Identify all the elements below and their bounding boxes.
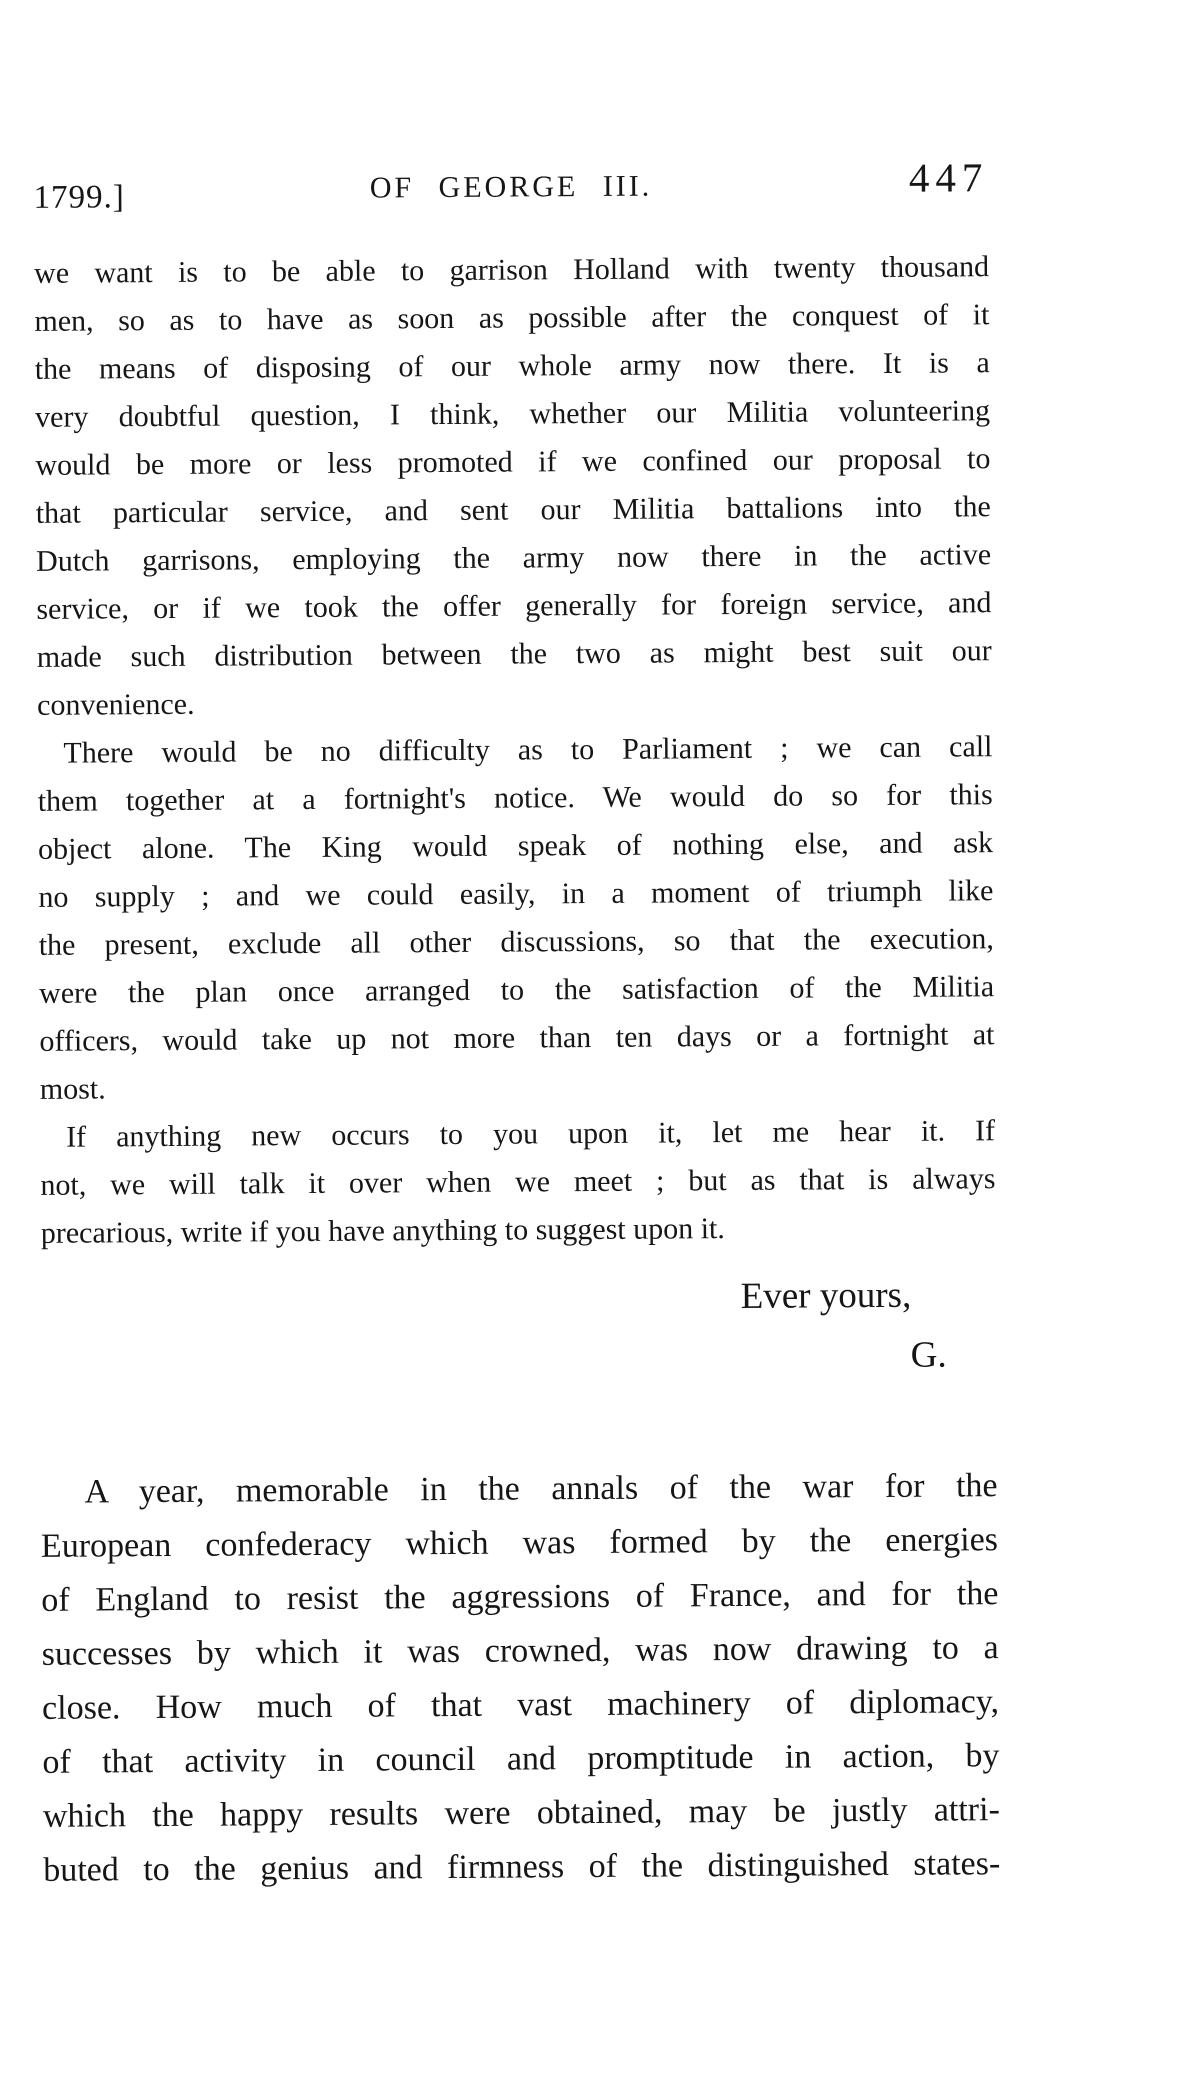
text-line: were the plan once arranged to the satisfaction of the Militia (39, 970, 995, 1010)
letter-paragraph (34, 243, 992, 730)
running-title: OF GEORGE III. (369, 169, 653, 205)
text-line: that particular service, and sent our Militia battalions into the (35, 490, 991, 530)
text-line: There would be no difficulty as to Parliament ; we can call (63, 730, 993, 770)
text-line: A year, memorable in the annals of the war for the (84, 1467, 998, 1511)
text-line: would be more or less promoted if we confined our proposal to (35, 442, 991, 482)
page-header (32, 0, 989, 224)
text-line: officers, would take up not more than ten days or a fortnight at (39, 1018, 995, 1058)
text-line: not, we will talk it over when we meet ; but as that is always (40, 1162, 996, 1202)
text-line: most. (39, 1072, 106, 1106)
text-line: buted to the genius and firmness of the distinguished states- (43, 1845, 1001, 1889)
text-line: of that activity in council and promptitude in action, by (42, 1737, 1000, 1781)
text-line: European confederacy which was formed by the energies (40, 1521, 999, 1565)
letter-body (34, 243, 996, 1258)
text-line: Dutch garrisons, employing the army now there in the active (35, 538, 992, 578)
text-line: convenience. (36, 687, 195, 722)
text-line: which the happy results were obtained, may be justly attri- (42, 1791, 1000, 1835)
text-line: we want is to be able to garrison Holland with twenty thousand (33, 250, 990, 290)
letter-paragraph (40, 1107, 996, 1258)
text-line: men, so as to have as soon as possible after the conquest of it (34, 298, 990, 338)
text-line: object alone. The King would speak of nothing else, and ask (37, 826, 994, 866)
letter-paragraph (37, 723, 995, 1114)
text-line: no supply ; and we could easily, in a moment of triumph like (38, 874, 994, 914)
text-line: the means of disposing of our whole army now there. It is a (34, 346, 990, 386)
signature-initial: G. (910, 1334, 947, 1376)
text-line: successes by which it was crowned, was now drawing to a (41, 1629, 999, 1673)
text-line: of England to resist the aggressions of France, and for the (41, 1575, 999, 1619)
text-line: service, or if we took the offer generally for foreign service, and (36, 586, 992, 626)
narrative-paragraph (40, 1459, 1000, 1898)
text-line: very doubtful question, I think, whether our Militia volunteering (34, 394, 991, 434)
text-line: the present, exclude all other discussions, so that the execution, (38, 922, 994, 962)
text-line: them together at a fortnight's notice. We would do so for this (37, 778, 993, 818)
text-line: precarious, write if you have anything to suggest upon it. (40, 1212, 725, 1250)
year-label: 1799.] (33, 179, 125, 216)
valediction: Ever yours, (740, 1274, 912, 1317)
text-line: If anything new occurs to you upon it, let me hear it. If (66, 1114, 996, 1154)
text-line: made such distribution between the two as might best suit our (36, 634, 992, 674)
text-line: close. How much of that vast machinery of diplomacy, (41, 1683, 1000, 1727)
page-number: 447 (908, 154, 989, 201)
